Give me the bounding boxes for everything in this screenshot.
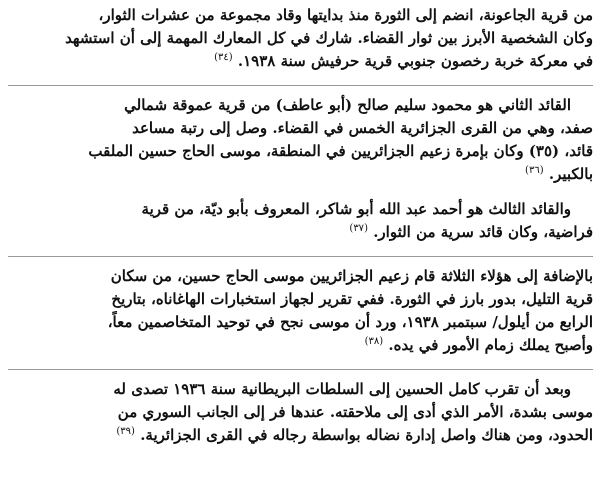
text-line: القائد الثاني هو محمود سليم صالح (أبو عاطف) من قرية عموقة شمالي: [124, 96, 571, 114]
text-line: وبعد أن تقرب كامل الحسين إلى السلطات البريطانية سنة ١٩٣٦ تصدى له: [113, 380, 571, 398]
text-line: [8, 50, 593, 73]
text-line: [8, 163, 593, 186]
text-line: [8, 424, 593, 447]
paragraph-2: [8, 94, 593, 186]
text-line-content: في معركة خربة رخصون جنوبي قرية حرفيش سنة ١٩٣٨.: [237, 52, 593, 70]
text-line: [8, 334, 593, 357]
paragraph-divider: [8, 256, 593, 257]
footnote-ref-37: (٣٧): [349, 223, 368, 234]
text-line: الرابع من أيلول/ سبتمبر ١٩٣٨، ورد أن موسى نجح في توحيد المتخاصمين معاً،: [107, 313, 593, 331]
text-line-content: وأصبح يملك زمام الأمور في يده.: [388, 336, 593, 354]
text-line: وكان الشخصية الأبرز بين ثوار القضاء. شارك في كل المعارك المهمة إلى أن استشهد: [65, 29, 593, 47]
footnote-ref-36: (٣٦): [525, 165, 544, 176]
paragraph-4: [8, 265, 593, 357]
paragraph-divider: [8, 369, 593, 370]
text-line: من قرية الجاعونة، انضم إلى الثورة منذ بدايتها وقاد مجموعة من عشرات الثوار،: [98, 6, 593, 24]
text-line-content: فراضية، وكان قائد سرية من الثوار.: [373, 223, 593, 241]
text-line: والقائد الثالث هو أحمد عبد الله أبو شاكر، المعروف بأبو ديّة، من قرية: [141, 200, 571, 218]
footnote-ref-34: (٣٤): [214, 52, 233, 63]
text-line-content: الحدود، ومن هناك واصل إدارة نضاله بواسطة رجاله في القرى الجزائرية.: [140, 426, 593, 444]
paragraph-5: [8, 378, 593, 447]
paragraph-divider: [8, 85, 593, 86]
footnote-ref-39: (٣٩): [116, 426, 135, 437]
text-line: موسى بشدة، الأمر الذي أدى إلى ملاحقته. عندها فر إلى الجانب السوري من: [117, 403, 593, 421]
text-line: صفد، وهي من القرى الجزائرية الخمس في القضاء. وصل إلى رتبة مساعد: [132, 119, 593, 137]
paragraph-3: [8, 198, 593, 244]
text-line-content: بالكبير.: [548, 165, 593, 183]
text-line: بالإضافة إلى هؤلاء الثلاثة قام زعيم الجزائريين موسى الحاج حسين، من سكان: [110, 267, 593, 285]
paragraph-1: [8, 4, 593, 73]
footnote-ref-38: (٣٨): [364, 336, 384, 347]
text-line: [8, 221, 593, 244]
text-line: قائد، (٣٥) وكان بإمرة زعيم الجزائريين في المنطقة، موسى الحاج حسين الملقب: [88, 142, 593, 160]
text-line: قرية التليل، بدور بارز في الثورة. ففي تقرير لجهاز استخبارات الهاغاناه، بتاريخ: [111, 290, 593, 308]
